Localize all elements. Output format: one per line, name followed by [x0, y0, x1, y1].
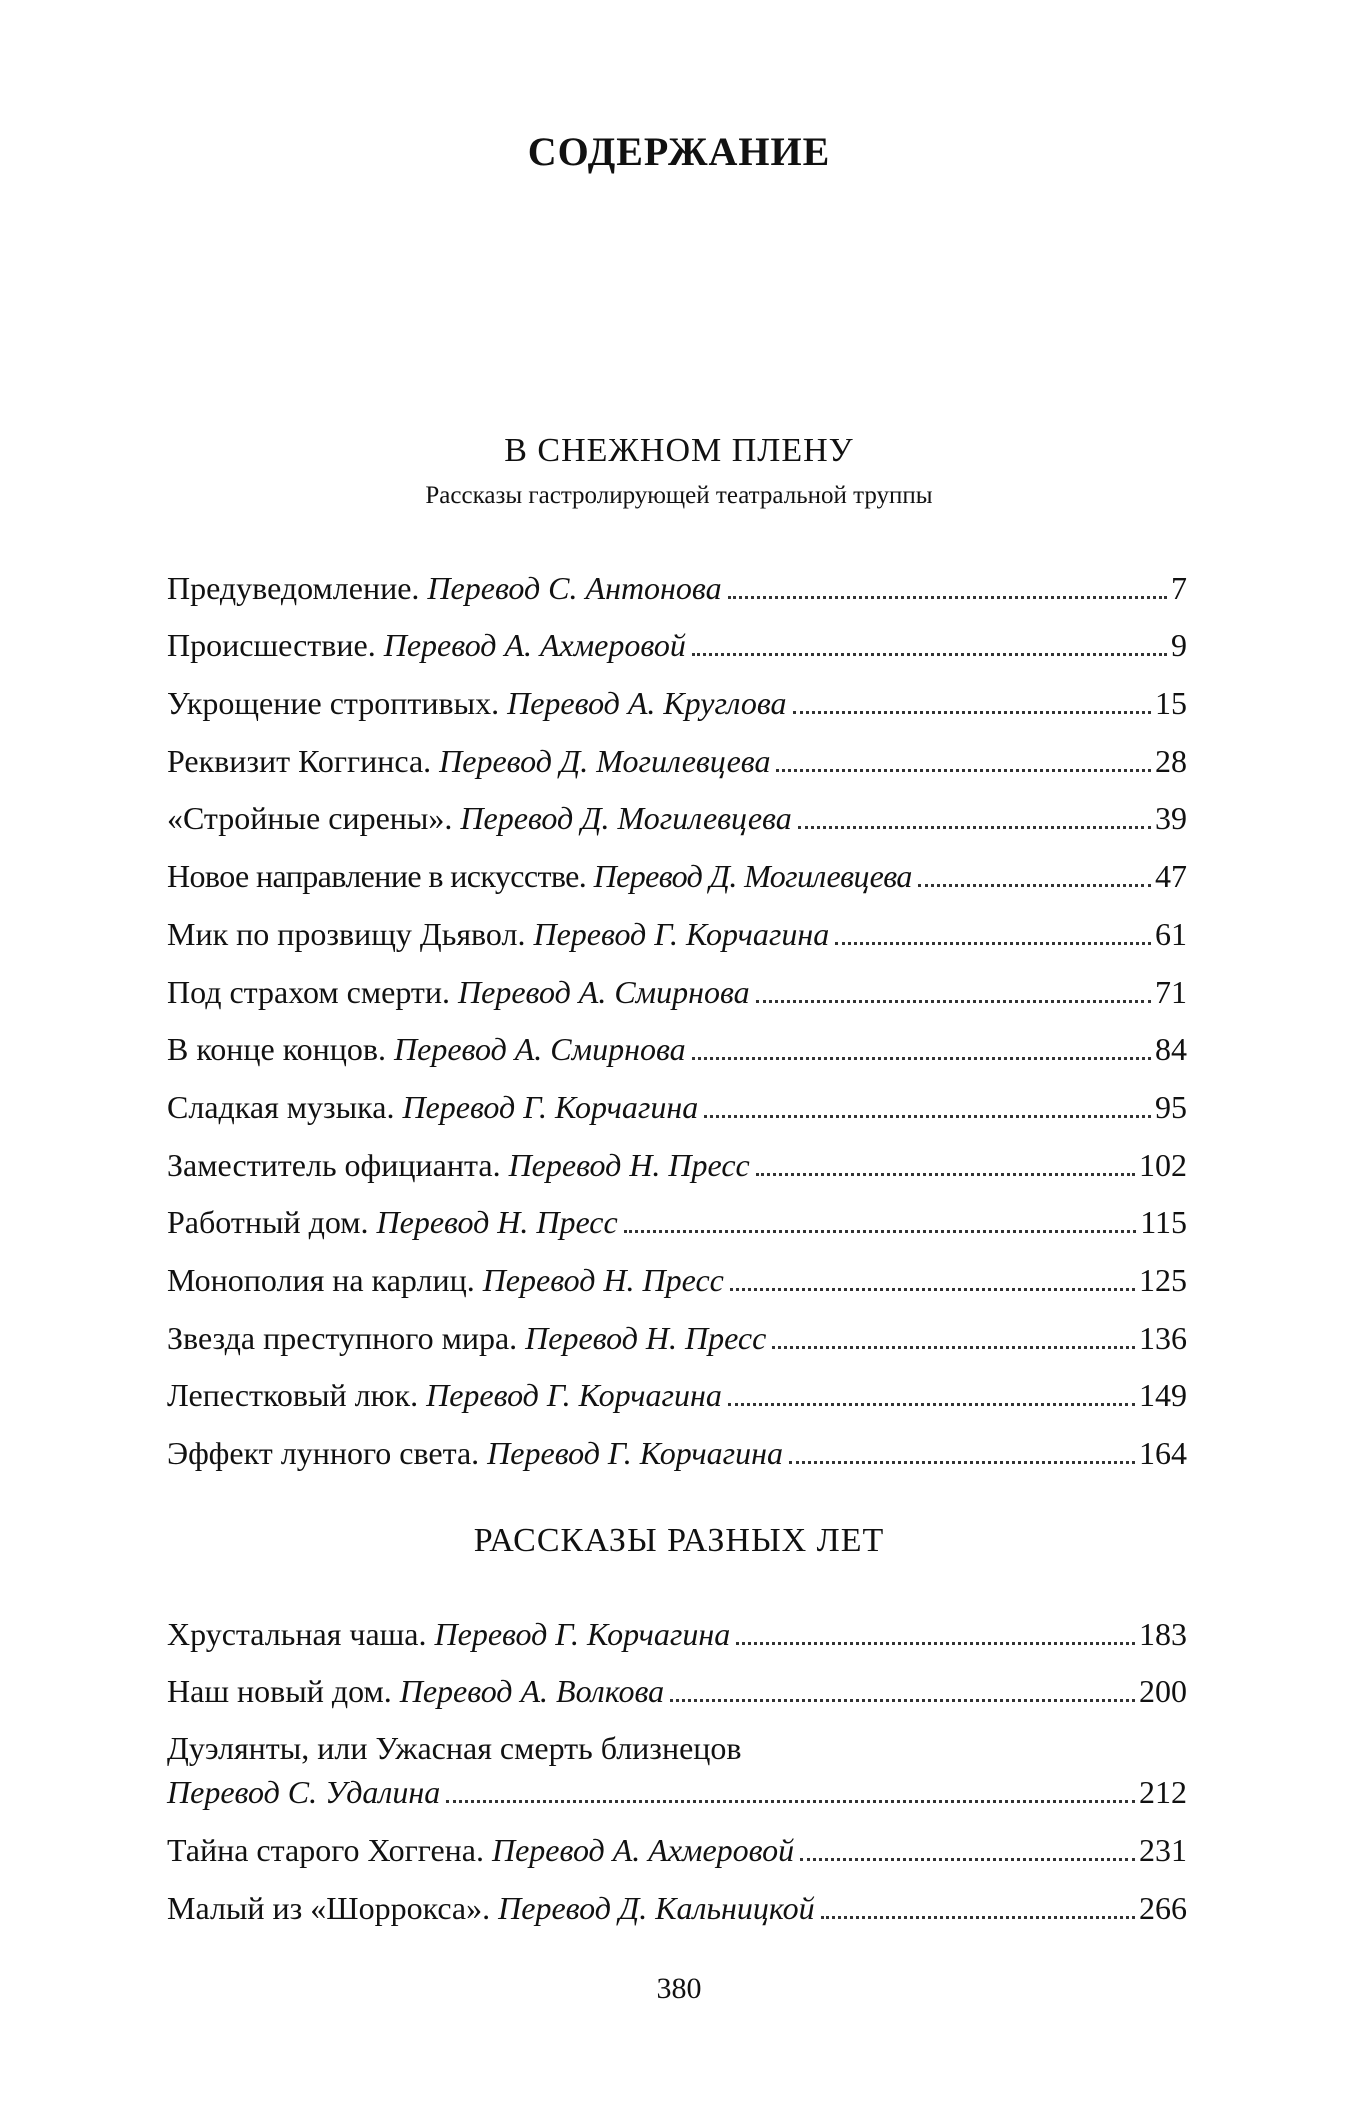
entry-translator: Перевод Г. Корчагина — [402, 1088, 699, 1125]
page-title: СОДЕРЖАНИЕ — [527, 129, 831, 174]
entry-translator: Перевод А. Ахмеровой — [383, 627, 686, 664]
dot-leader — [793, 711, 1151, 714]
entry-page-number: 7 — [1171, 569, 1187, 606]
entry-title: Новое направление в искусстве. Перевод Д. Могилевцева — [167, 858, 912, 895]
toc-section-2 — [167, 1596, 1187, 1928]
toc-entry[interactable] — [167, 665, 1187, 723]
entry-page-number: 164 — [1139, 1435, 1187, 1471]
entry-translator: Перевод Г. Корчагина — [533, 915, 830, 952]
entry-page-number: 61 — [1155, 915, 1187, 952]
dot-leader — [772, 1346, 1135, 1349]
entry-page-number: 212 — [1139, 1774, 1187, 1811]
dot-leader — [835, 942, 1151, 945]
dot-leader — [798, 826, 1151, 829]
entry-translator: Перевод Г. Корчагина — [487, 1435, 783, 1471]
entry-page-number: 84 — [1155, 1031, 1187, 1068]
entry-page-number: 231 — [1139, 1832, 1187, 1869]
entry-page-number: 136 — [1139, 1319, 1187, 1356]
entry-title: Наш новый дом. Перевод А. Волкова — [167, 1673, 665, 1710]
dot-leader — [446, 1800, 1135, 1803]
entry-page-number: 200 — [1139, 1673, 1187, 1710]
entry-title: Мик по прозвищу Дьявол. Перевод Г. Корчагина — [167, 915, 830, 952]
entry-title: Эффект лунного света. Перевод Г. Корчагина — [167, 1435, 783, 1471]
dot-leader — [821, 1916, 1135, 1919]
entry-page-number: 95 — [1155, 1088, 1187, 1125]
entry-translator: Перевод А. Смирнова — [458, 973, 750, 1010]
toc-entry[interactable] — [167, 1415, 1187, 1473]
entry-page-number: 102 — [1139, 1146, 1187, 1183]
dot-leader — [704, 1115, 1151, 1118]
entry-page-number: 9 — [1171, 627, 1187, 664]
dot-leader — [800, 1858, 1135, 1861]
toc-section-1 — [167, 550, 1187, 1473]
section-heading-snow-captivity: В СНЕЖНОМ ПЛЕНУ — [504, 432, 854, 469]
entry-title: Под страхом смерти. Перевод А. Смирнова — [167, 973, 750, 1010]
entry-page-number: 183 — [1139, 1615, 1187, 1652]
dot-leader — [728, 1403, 1135, 1406]
dot-leader — [692, 653, 1167, 656]
entry-title: Работный дом. Перевод Н. Пресс — [167, 1204, 618, 1241]
toc-entry[interactable] — [167, 608, 1187, 666]
entry-translator: Перевод Н. Пресс — [376, 1204, 618, 1241]
toc-entry[interactable] — [167, 723, 1187, 781]
entry-title: Предуведомление. Перевод С. Антонова — [167, 569, 722, 606]
section-heading-various-years: РАССКАЗЫ РАЗНЫХ ЛЕТ — [473, 1522, 885, 1559]
toc-entry[interactable] — [167, 1654, 1187, 1712]
entry-page-number: 47 — [1155, 858, 1187, 895]
toc-entry[interactable] — [167, 1870, 1187, 1928]
entry-page-number: 28 — [1155, 742, 1187, 779]
entry-page-number: 149 — [1139, 1377, 1187, 1414]
entry-page-number: 15 — [1155, 685, 1187, 722]
dot-leader — [670, 1699, 1135, 1702]
dot-leader — [736, 1642, 1135, 1645]
entry-page-number: 71 — [1155, 973, 1187, 1010]
entry-translator: Перевод Д. Могилевцева — [593, 858, 912, 895]
toc-entry[interactable] — [167, 1185, 1187, 1243]
entry-title: Происшествие. Перевод А. Ахмеровой — [167, 627, 686, 664]
entry-translator: Перевод Н. Пресс — [482, 1261, 724, 1298]
entry-title: Тайна старого Хоггена. Перевод А. Ахмеровой — [167, 1832, 795, 1869]
toc-entry[interactable] — [167, 1596, 1187, 1654]
entry-translator: Перевод Н. Пресс — [525, 1319, 767, 1356]
toc-entry[interactable] — [167, 781, 1187, 839]
toc-entry[interactable] — [167, 954, 1187, 1012]
entry-page-number: 266 — [1139, 1889, 1187, 1926]
dot-leader — [692, 1057, 1151, 1060]
dot-leader — [756, 1173, 1135, 1176]
page-number: 380 — [656, 1972, 702, 2005]
entry-translator: Перевод Д. Могилевцева — [460, 800, 792, 837]
entry-title: В конце концов. Перевод А. Смирнова — [167, 1031, 686, 1068]
dot-leader — [776, 769, 1151, 772]
entry-translator: Перевод С. Антонова — [427, 569, 722, 606]
entry-translator: Перевод А. Волкова — [399, 1673, 665, 1710]
toc-entry[interactable] — [167, 896, 1187, 954]
entry-translator: Перевод С. Удалина — [167, 1774, 441, 1811]
entry-title: Реквизит Коггинса. Перевод Д. Могилевцева — [167, 742, 771, 779]
entry-title: «Стройные сирены». Перевод Д. Могилевцева — [167, 800, 792, 837]
entry-title: Звезда преступного мира. Перевод Н. Пресс — [167, 1319, 767, 1356]
section-subheading-theatre-troupe: Рассказы гастролирующей театральной труппы — [425, 482, 933, 509]
toc-entry[interactable] — [167, 550, 1187, 608]
entry-title: Дуэлянты, или Ужасная смерть близнецов — [167, 1730, 742, 1767]
entry-translator: Перевод А. Ахмеровой — [491, 1832, 795, 1869]
entry-title: Укрощение строптивых. Перевод А. Круглова — [167, 685, 787, 722]
entry-title: Хрустальная чаша. Перевод Г. Корчагина — [167, 1615, 731, 1652]
toc-entry[interactable] — [167, 1812, 1187, 1870]
entry-translator: Перевод Г. Корчагина — [434, 1615, 731, 1652]
entry-translator: Перевод Г. Корчагина — [426, 1377, 722, 1414]
dot-leader — [756, 1000, 1151, 1003]
toc-entry[interactable] — [167, 1012, 1187, 1070]
entry-page-number: 39 — [1155, 800, 1187, 837]
dot-leader — [624, 1230, 1137, 1233]
toc-entry[interactable] — [167, 1711, 1187, 1812]
dot-leader — [918, 884, 1151, 887]
entry-page-number: 125 — [1139, 1261, 1187, 1298]
entry-title: Заместитель официанта. Перевод Н. Пресс — [167, 1146, 750, 1183]
entry-title: Лепестковый люк. Перевод Г. Корчагина — [167, 1377, 722, 1414]
toc-entry[interactable] — [167, 838, 1187, 896]
entry-translator: Перевод Д. Могилевцева — [439, 742, 771, 779]
dot-leader — [789, 1461, 1135, 1464]
toc-entry[interactable] — [167, 1069, 1187, 1127]
entry-translator: Перевод Н. Пресс — [508, 1146, 750, 1183]
entry-title: Монополия на карлиц. Перевод Н. Пресс — [167, 1261, 724, 1298]
dot-leader — [728, 596, 1167, 599]
toc-entry[interactable] — [167, 1127, 1187, 1185]
toc-entry[interactable] — [167, 1300, 1187, 1358]
entry-translator: Перевод А. Круглова — [507, 685, 787, 722]
entry-translator: Перевод А. Смирнова — [394, 1031, 686, 1068]
toc-entry[interactable] — [167, 1358, 1187, 1416]
entry-page-number: 115 — [1140, 1204, 1187, 1241]
dot-leader — [730, 1288, 1135, 1291]
entry-translator: Перевод Д. Кальницкой — [498, 1889, 815, 1926]
entry-title: Сладкая музыка. Перевод Г. Корчагина — [167, 1088, 699, 1125]
entry-title: Малый из «Шоррокса». Перевод Д. Кальницкой — [167, 1889, 815, 1926]
toc-entry[interactable] — [167, 1242, 1187, 1300]
